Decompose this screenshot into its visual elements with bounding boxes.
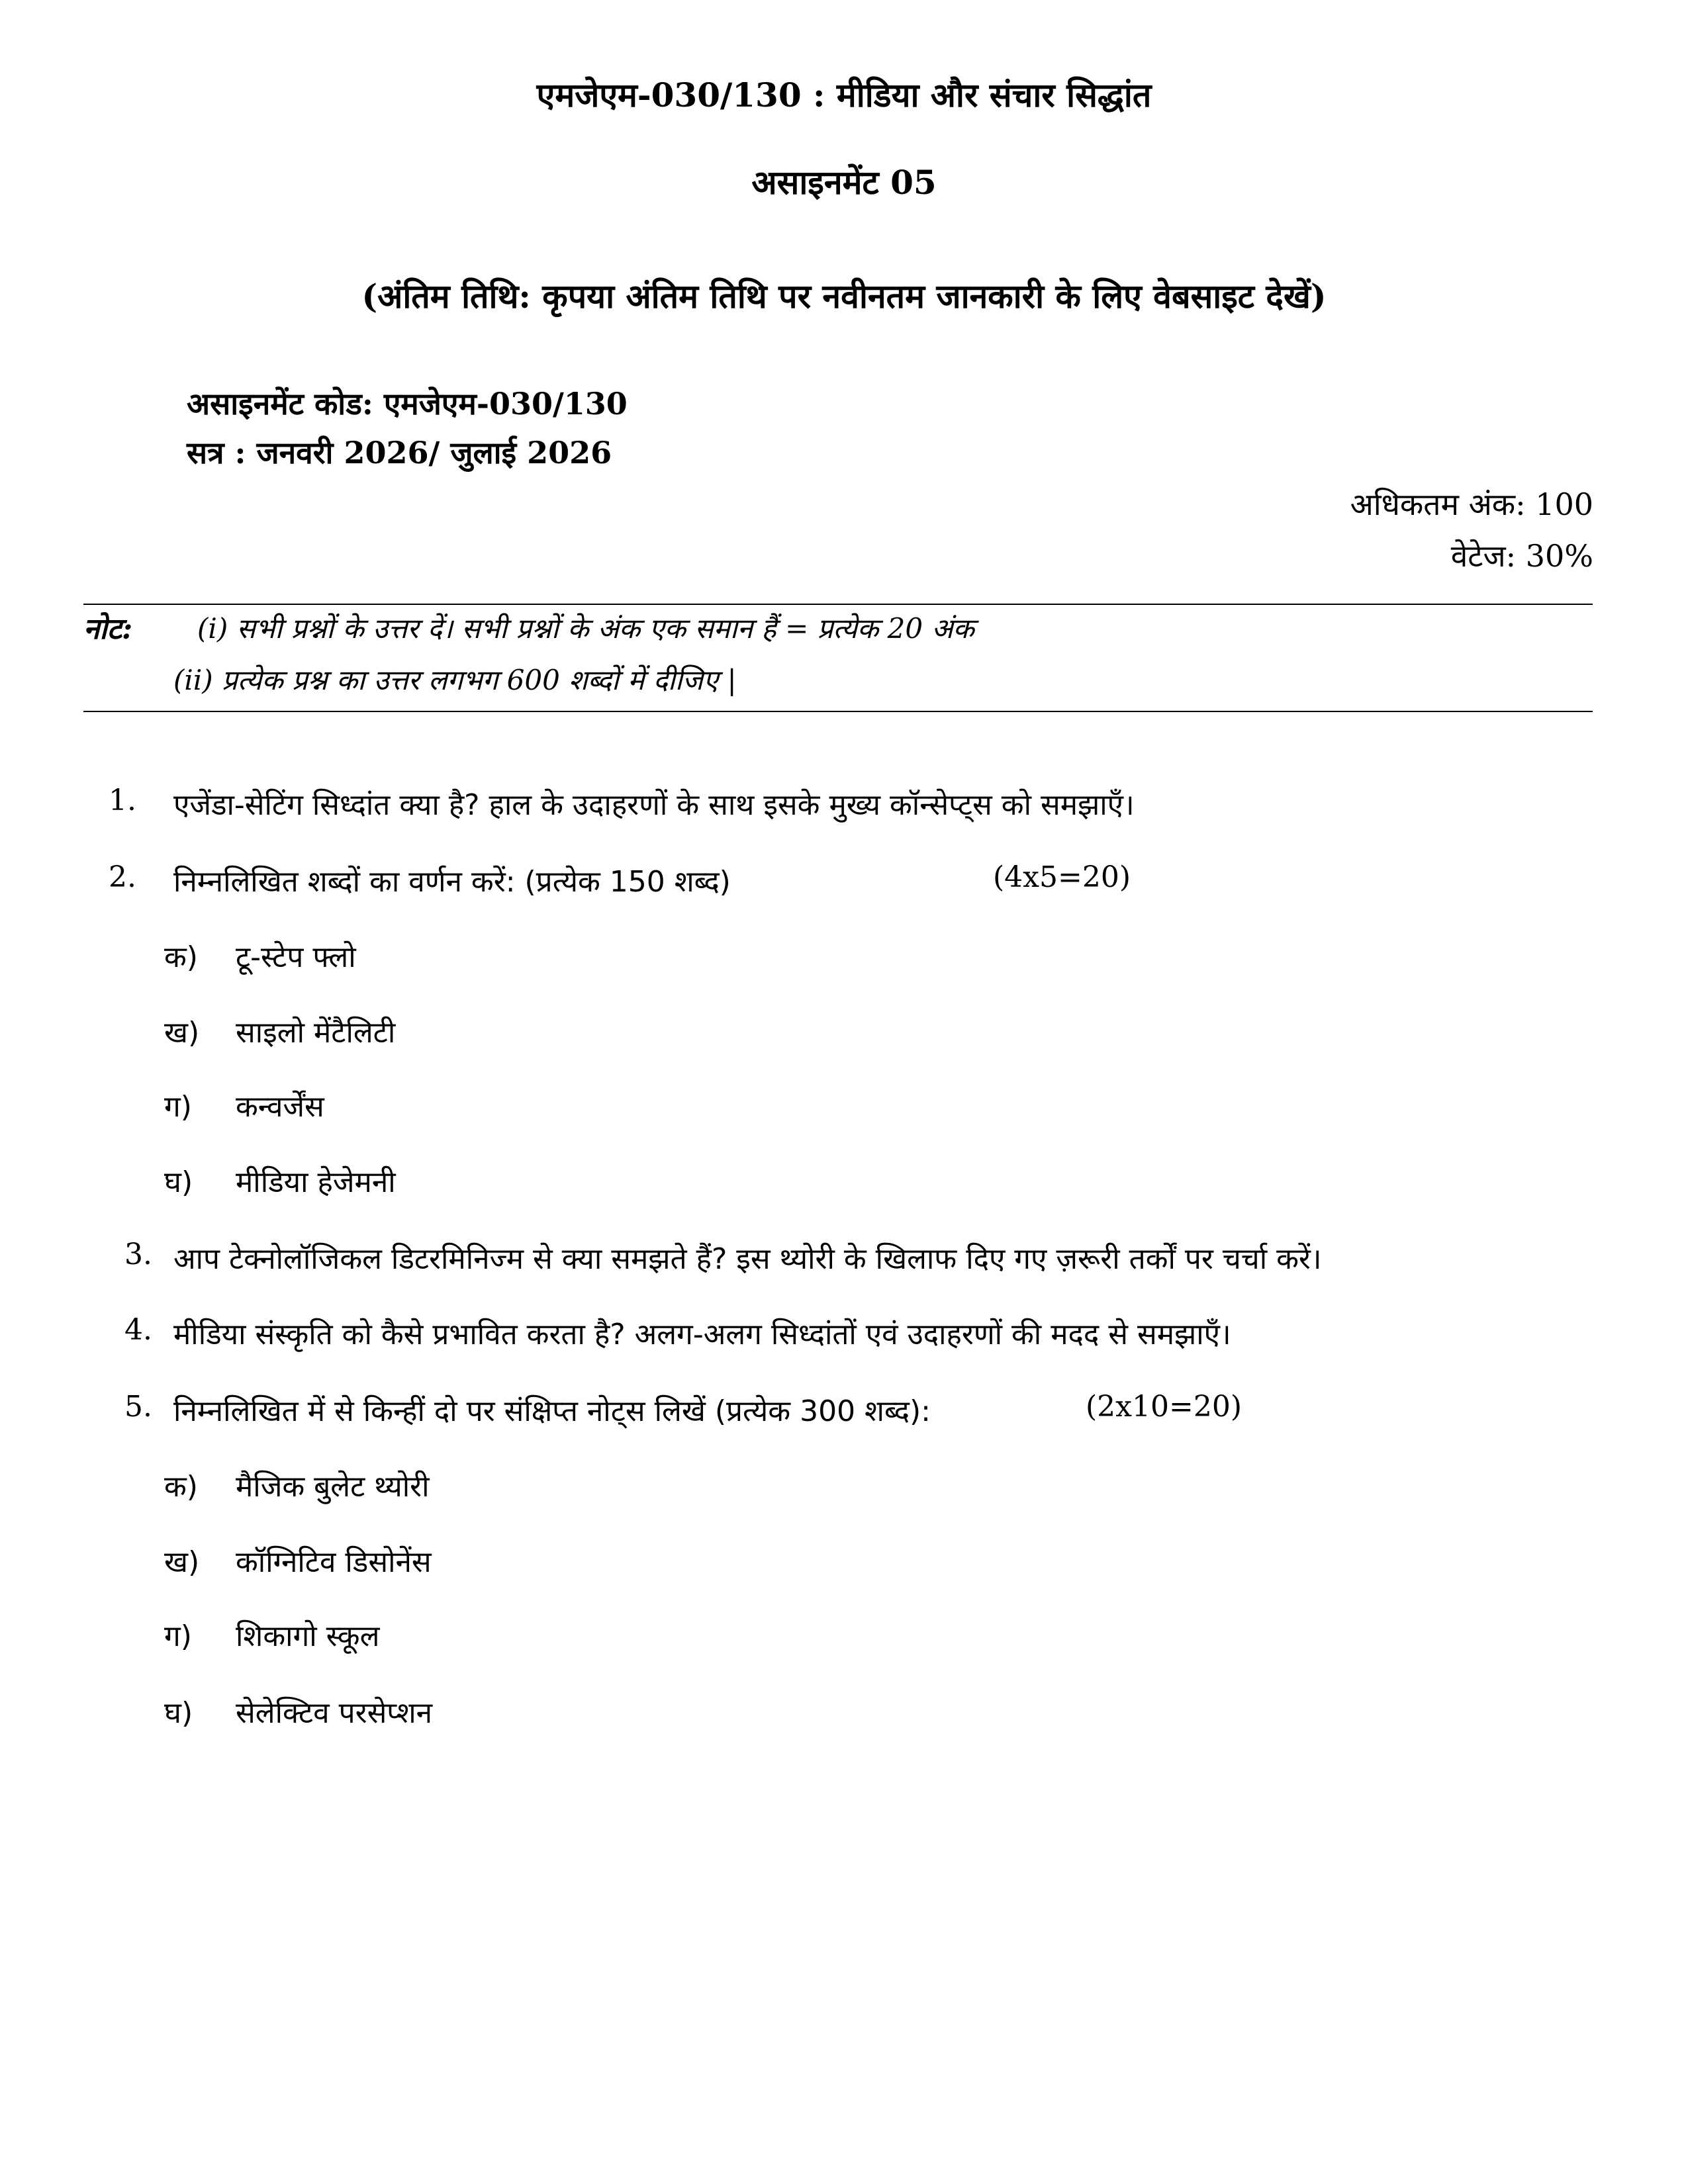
note-label: नोट: xyxy=(83,612,133,646)
sub-question-label: ग) xyxy=(164,1090,192,1124)
sub-question-label: घ) xyxy=(164,1696,193,1730)
session: सत्र : जनवरी 2026/ जुलाई 2026 xyxy=(187,435,612,471)
question-text: एजेंडा-सेटिंग सिध्दांत क्या है? हाल के उदाहरणों के साथ इसके मुख्य कॉन्सेप्ट्स को समझाएँ। xyxy=(173,788,1135,822)
weightage: वेटेज: 30% xyxy=(1450,538,1593,574)
sub-question-text: टू-स्टेप फ्लो xyxy=(236,940,356,974)
max-marks: अधिकतम अंक: 100 xyxy=(1350,486,1593,522)
sub-question-text: साइलो मेंटैलिटी xyxy=(236,1016,396,1050)
sub-question-text: शिकागो स्कूल xyxy=(236,1619,380,1653)
assignment-number: असाइनमेंट 05 xyxy=(751,163,937,202)
assignment-code: असाइनमेंट कोड: एमजेएम-030/130 xyxy=(187,386,628,422)
question-text: आप टेक्नोलॉजिकल डिटरमिनिज्म से क्या समझते हैं? इस थ्योरी के खिलाफ दिए गए ज़रूरी तर्कों पर चर्चा करें। xyxy=(173,1242,1322,1276)
sub-question-text: सेलेक्टिव परसेप्शन xyxy=(236,1696,433,1730)
divider-bottom xyxy=(83,711,1593,712)
sub-question-text: कन्वर्जेंस xyxy=(236,1090,324,1124)
sub-question-label: घ) xyxy=(164,1165,193,1199)
question-number: 4. xyxy=(124,1313,152,1347)
question-number: 5. xyxy=(124,1390,152,1424)
question-number: 2. xyxy=(109,860,136,894)
question-marks: (4x5=20) xyxy=(993,860,1131,894)
sub-question-label: ख) xyxy=(164,1545,200,1579)
question-marks: (2x10=20) xyxy=(1086,1390,1242,1424)
deadline-note: (अंतिम तिथि: कृपया अंतिम तिथि पर नवीनतम जानकारी के लिए वेबसाइट देखें) xyxy=(361,277,1327,316)
sub-question-label: ख) xyxy=(164,1016,200,1050)
note-line-2: (ii) प्रत्येक प्रश्न का उत्तर लगभग 600 शब्दों में दीजिए | xyxy=(173,664,737,696)
question-text: निम्नलिखित में से किन्हीं दो पर संक्षिप्त नोट्स लिखें (प्रत्येक 300 शब्द): xyxy=(173,1394,931,1428)
note-line-1: (i) सभी प्रश्नों के उत्तर दें। सभी प्रश्नों के अंक एक समान हैं = प्रत्येक 20 अंक xyxy=(197,612,974,645)
sub-question-label: क) xyxy=(164,940,198,974)
question-number: 1. xyxy=(109,784,136,817)
sub-question-text: मीडिया हेजेमनी xyxy=(236,1165,396,1199)
question-text: निम्नलिखित शब्दों का वर्णन करें: (प्रत्येक 150 शब्द) xyxy=(173,865,731,899)
sub-question-label: क) xyxy=(164,1470,198,1504)
sub-question-text: कॉग्निटिव डिसोनेंस xyxy=(236,1545,432,1579)
document-title: एमजेएम-030/130 : मीडिया और संचार सिद्धांत xyxy=(536,75,1152,114)
question-text: मीडिया संस्कृति को कैसे प्रभावित करता है? अलग-अलग सिध्दांतों एवं उदाहरणों की मदद से समझाएँ। xyxy=(173,1318,1231,1351)
divider-top xyxy=(83,604,1593,605)
sub-question-text: मैजिक बुलेट थ्योरी xyxy=(236,1470,430,1504)
question-number: 3. xyxy=(124,1238,152,1271)
sub-question-label: ग) xyxy=(164,1619,192,1653)
